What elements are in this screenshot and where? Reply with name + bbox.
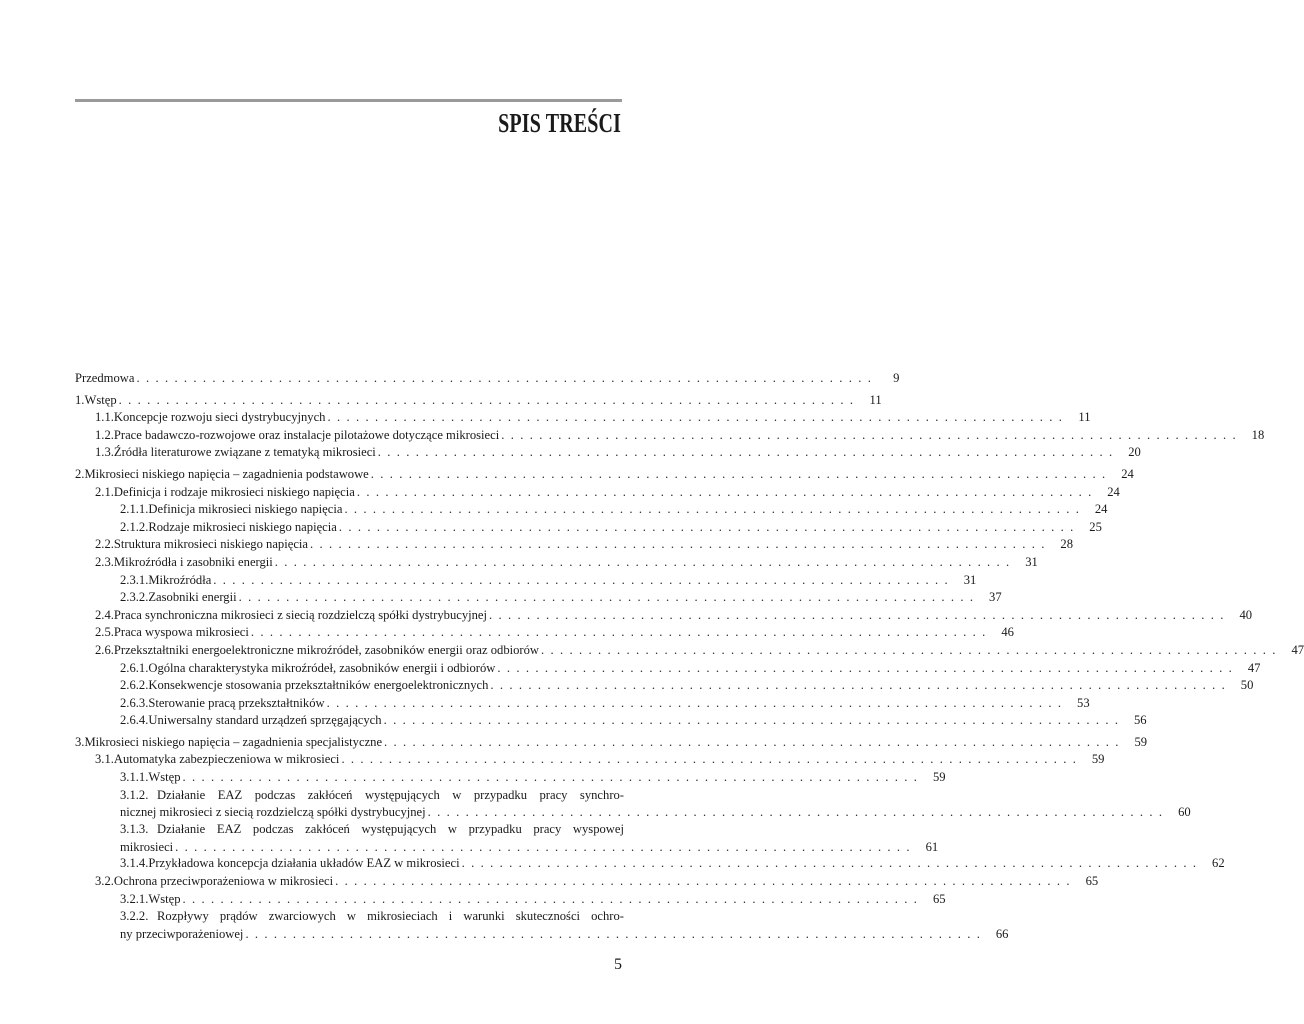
toc-number: 2.3. <box>95 554 114 569</box>
toc-page: 59 <box>1091 752 1105 767</box>
toc-title: Praca wyspowa mikrosieci <box>113 625 249 640</box>
toc-entry-s3-2-1[interactable] <box>75 891 946 909</box>
toc-page: 31 <box>963 572 977 587</box>
toc-number: 3.1.3. <box>120 822 149 837</box>
toc-page: 56 <box>1134 713 1147 728</box>
toc-entry-s2-3-2[interactable] <box>75 589 1002 607</box>
dot-leader: . . . . . . . . . . . . . . . . . . . . . . . . . . . . . . . . . . . . . . . . . . . . . . . . . . . . . . . . . . . . . . . . . . . . . . . . . . . . . . <box>384 734 1121 749</box>
toc-page: 18 <box>1251 427 1265 442</box>
toc-page: 50 <box>1240 678 1254 693</box>
dot-leader: . . . . . . . . . . . . . . . . . . . . . . . . . . . . . . . . . . . . . . . . . . . . . . . . . . . . . . . . . . . . . . . . . . . . . . . . . . . . . . <box>213 572 950 587</box>
toc-number: 2.1. <box>95 484 114 499</box>
toc-title: Definicja mikrosieci niskiego napięcia <box>148 502 343 517</box>
toc-number: 2.1.2. <box>120 519 149 534</box>
dot-leader: . . . . . . . . . . . . . . . . . . . . . . . . . . . . . . . . . . . . . . . . . . . . . . . . . . . . . . . . . . . . . . . . . . . . . . . . . . . . . . <box>383 713 1120 728</box>
toc-number: 1. <box>75 392 85 407</box>
dot-leader: . . . . . . . . . . . . . . . . . . . . . . . . . . . . . . . . . . . . . . . . . . . . . . . . . . . . . . . . . . . . . . . . . . . . . . . . . . . . . . <box>310 537 1047 552</box>
toc-title: Rodzaje mikrosieci niskiego napięcia <box>148 519 337 534</box>
toc-entry-s1-1[interactable] <box>75 409 1091 427</box>
toc-entry-s2-6-3[interactable] <box>75 695 1090 713</box>
toc-entry-s2-6[interactable] <box>75 642 1304 660</box>
toc-title: Mikroźródła <box>148 572 212 587</box>
toc-entry-s3-1-1[interactable] <box>75 769 946 787</box>
toc-title: Koncepcje rozwoju sieci dystrybucyjnych <box>113 410 326 425</box>
toc-page: 24 <box>1094 502 1108 517</box>
dot-leader: . . . . . . . . . . . . . . . . . . . . . . . . . . . . . . . . . . . . . . . . . . . . . . . . . . . . . . . . . . . . . . . . . . . . . . . . . . . . . . <box>245 926 982 941</box>
dot-leader: . . . . . . . . . . . . . . . . . . . . . . . . . . . . . . . . . . . . . . . . . . . . . . . . . . . . . . . . . . . . . . . . . . . . . . . . . . . . . . <box>182 770 919 785</box>
toc-title: Wstęp <box>84 392 117 407</box>
dot-leader: . . . . . . . . . . . . . . . . . . . . . . . . . . . . . . . . . . . . . . . . . . . . . . . . . . . . . . . . . . . . . . . . . . . . . . . . . . . . . . <box>175 839 912 854</box>
toc-entry-s1-2[interactable] <box>75 427 1265 445</box>
toc-page: 47 <box>1291 642 1304 657</box>
page-title: SPIS TREŚCI <box>498 108 621 138</box>
toc-title: Ochrona przeciwporażeniowa w mikrosieci <box>113 874 334 889</box>
toc-number: 2.4. <box>95 607 114 622</box>
toc-title: Działanie EAZ podczas zakłóceń występujących w przypadku pracy synchro- <box>157 787 624 802</box>
toc-page: 65 <box>1085 874 1099 889</box>
toc-page: 28 <box>1060 537 1074 552</box>
toc-number: 2.2. <box>95 537 114 552</box>
dot-leader: . . . . . . . . . . . . . . . . . . . . . . . . . . . . . . . . . . . . . . . . . . . . . . . . . . . . . . . . . . . . . . . . . . . . . . . . . . . . . . <box>497 660 1234 675</box>
toc-entry-s2-6-4[interactable] <box>75 712 1147 730</box>
toc-number: 3.1.2. <box>120 787 149 802</box>
toc-title: Praca synchroniczna mikrosieci z siecią rozdzielczą spółki dystrybucyjnej <box>113 607 488 622</box>
toc-number: 3. <box>75 734 85 749</box>
toc-page: 40 <box>1239 607 1253 622</box>
toc-title: Struktura mikrosieci niskiego napięcia <box>113 537 308 552</box>
toc-number: 1.3. <box>95 445 114 460</box>
toc-number: 2.5. <box>95 625 114 640</box>
dot-leader: . . . . . . . . . . . . . . . . . . . . . . . . . . . . . . . . . . . . . . . . . . . . . . . . . . . . . . . . . . . . . . . . . . . . . . . . . . . . . . <box>370 466 1107 481</box>
dot-leader: . . . . . . . . . . . . . . . . . . . . . . . . . . . . . . . . . . . . . . . . . . . . . . . . . . . . . . . . . . . . . . . . . . . . . . . . . . . . . . <box>377 445 1114 460</box>
dot-leader: . . . . . . . . . . . . . . . . . . . . . . . . . . . . . . . . . . . . . . . . . . . . . . . . . . . . . . . . . . . . . . . . . . . . . . . . . . . . . . <box>238 590 975 605</box>
dot-leader: . . . . . . . . . . . . . . . . . . . . . . . . . . . . . . . . . . . . . . . . . . . . . . . . . . . . . . . . . . . . . . . . . . . . . . . . . . . . . . <box>341 752 1078 767</box>
toc-title: Wstęp <box>148 891 181 906</box>
toc-title: Konsekwencje stosowania przekształtników energoelektronicznych <box>148 678 489 693</box>
toc-page: 11 <box>1078 410 1091 425</box>
dot-leader: . . . . . . . . . . . . . . . . . . . . . . . . . . . . . . . . . . . . . . . . . . . . . . . . . . . . . . . . . . . . . . . . . . . . . . . . . . . . . . <box>490 678 1227 693</box>
toc-page: 66 <box>995 926 1009 941</box>
toc-number: 3.2.2. <box>120 909 149 924</box>
toc-number: 2.3.2. <box>120 590 149 605</box>
toc-number: 2.6.1. <box>120 660 149 675</box>
toc-number: 1.2. <box>95 427 114 442</box>
toc-title-continued: ny przeciwporażeniowej <box>120 926 244 941</box>
toc-page: 37 <box>989 590 1002 605</box>
page-number: 5 <box>614 956 622 973</box>
toc-number: 3.1. <box>95 752 114 767</box>
toc-number: 2.6.2. <box>120 678 149 693</box>
header-rule <box>75 99 622 102</box>
toc-entry-s2-1-1[interactable] <box>75 501 1108 519</box>
toc-entry-s2-1[interactable] <box>75 484 1120 502</box>
toc-entry-s1-3[interactable] <box>75 444 1141 462</box>
toc-entry-s3[interactable] <box>75 734 1148 752</box>
toc-page: 60 <box>1178 805 1191 820</box>
toc-number: 2.6.3. <box>120 695 149 710</box>
toc-entry-s3-1-4[interactable] <box>75 855 1225 873</box>
toc-entry-s3-1-3[interactable] <box>75 821 939 855</box>
toc-number: 2.6. <box>95 642 114 657</box>
dot-leader: . . . . . . . . . . . . . . . . . . . . . . . . . . . . . . . . . . . . . . . . . . . . . . . . . . . . . . . . . . . . . . . . . . . . . . . . . . . . . . <box>541 642 1278 657</box>
toc-number: 2.3.1. <box>120 572 149 587</box>
dot-leader: . . . . . . . . . . . . . . . . . . . . . . . . . . . . . . . . . . . . . . . . . . . . . . . . . . . . . . . . . . . . . . . . . . . . . . . . . . . . . . <box>501 427 1238 442</box>
toc-title: Sterowanie pracą przekształtników <box>148 695 325 710</box>
toc-entry-s3-1-2[interactable] <box>75 787 1191 821</box>
toc-title: Zasobniki energii <box>148 590 237 605</box>
toc-page: 20 <box>1128 445 1141 460</box>
toc-entry-s1[interactable] <box>75 392 882 410</box>
toc-title-continued: nicznej mikrosieci z siecią rozdzielczą spółki dystrybucyjnej <box>120 805 426 820</box>
toc-entry-s2-2[interactable] <box>75 536 1074 554</box>
toc-entry-s3-2-2[interactable] <box>75 908 1009 942</box>
dot-leader: . . . . . . . . . . . . . . . . . . . . . . . . . . . . . . . . . . . . . . . . . . . . . . . . . . . . . . . . . . . . . . . . . . . . . . . . . . . . . . <box>327 410 1064 425</box>
toc-title: Przykładowa koncepcja działania układów EAZ w mikrosieci <box>148 856 460 871</box>
toc-title: Źródła literaturowe związane z tematyką mikrosieci <box>113 445 376 460</box>
toc-title: Mikroźródła i zasobniki energii <box>113 554 273 569</box>
toc-entry-s2-6-2[interactable] <box>75 677 1254 695</box>
dot-leader: . . . . . . . . . . . . . . . . . . . . . . . . . . . . . . . . . . . . . . . . . . . . . . . . . . . . . . . . . . . . . . . . . . . . . . . . . . . . . . <box>461 856 1198 871</box>
dot-leader: . . . . . . . . . . . . . . . . . . . . . . . . . . . . . . . . . . . . . . . . . . . . . . . . . . . . . . . . . . . . . . . . . . . . . . . . . . . . . . <box>326 695 1063 710</box>
dot-leader: . . . . . . . . . . . . . . . . . . . . . . . . . . . . . . . . . . . . . . . . . . . . . . . . . . . . . . . . . . . . . . . . . . . . . . . . . . . . . . <box>427 805 1164 820</box>
toc-number: 3.1.4. <box>120 856 149 871</box>
toc-page: 59 <box>1134 734 1148 749</box>
toc-entry-s3-2[interactable] <box>75 873 1099 891</box>
toc-title: Rozpływy prądów zwarciowych w mikrosieciach i warunki skuteczności ochro- <box>157 909 624 924</box>
toc-page: 11 <box>869 392 882 407</box>
dot-leader: . . . . . . . . . . . . . . . . . . . . . . . . . . . . . . . . . . . . . . . . . . . . . . . . . . . . . . . . . . . . . . . . . . . . . . . . . . . . . . <box>489 607 1226 622</box>
toc-entry-s2-4[interactable] <box>75 607 1253 625</box>
toc-page: 25 <box>1089 519 1102 534</box>
toc-number: 2.1.1. <box>120 502 149 517</box>
toc-title: Przedmowa <box>75 371 135 385</box>
toc-number: 3.2.1. <box>120 891 149 906</box>
toc-page: 9 <box>893 371 900 385</box>
dot-leader: . . . . . . . . . . . . . . . . . . . . . . . . . . . . . . . . . . . . . . . . . . . . . . . . . . . . . . . . . . . . . . . . . . . . . . . . . . . . . . <box>136 371 873 385</box>
dot-leader: . . . . . . . . . . . . . . . . . . . . . . . . . . . . . . . . . . . . . . . . . . . . . . . . . . . . . . . . . . . . . . . . . . . . . . . . . . . . . . <box>274 554 1011 569</box>
table-of-contents <box>75 370 1304 943</box>
dot-leader: . . . . . . . . . . . . . . . . . . . . . . . . . . . . . . . . . . . . . . . . . . . . . . . . . . . . . . . . . . . . . . . . . . . . . . . . . . . . . . <box>335 874 1072 889</box>
toc-page: 31 <box>1025 554 1038 569</box>
toc-title: Wstęp <box>148 770 181 785</box>
toc-number: 2. <box>75 466 85 481</box>
toc-title: Działanie EAZ podczas zakłóceń występujących w przypadku pracy wyspowej <box>157 822 624 837</box>
toc-entry-s2-6-1[interactable] <box>75 660 1261 678</box>
toc-title: Definicja i rodzaje mikrosieci niskiego napięcia <box>113 484 355 499</box>
toc-entry-s2-1-2[interactable] <box>75 519 1102 537</box>
toc-page: 24 <box>1121 466 1134 481</box>
toc-number: 3.1.1. <box>120 770 149 785</box>
toc-page: 61 <box>925 839 939 854</box>
toc-entry-s3-1[interactable] <box>75 751 1105 769</box>
toc-entry-s2[interactable] <box>75 466 1134 484</box>
toc-page: 62 <box>1212 856 1225 871</box>
toc-title: Uniwersalny standard urządzeń sprzęgających <box>148 713 382 728</box>
toc-title: Prace badawczo-rozwojowe oraz instalacje pilotażowe dotyczące mikrosieci <box>113 427 500 442</box>
dot-leader: . . . . . . . . . . . . . . . . . . . . . . . . . . . . . . . . . . . . . . . . . . . . . . . . . . . . . . . . . . . . . . . . . . . . . . . . . . . . . . <box>250 625 987 640</box>
toc-number: 1.1. <box>95 410 114 425</box>
toc-title: Przekształtniki energoelektroniczne mikroźródeł, zasobników energii oraz odbiorów <box>113 642 540 657</box>
toc-page: 46 <box>1001 625 1014 640</box>
dot-leader: . . . . . . . . . . . . . . . . . . . . . . . . . . . . . . . . . . . . . . . . . . . . . . . . . . . . . . . . . . . . . . . . . . . . . . . . . . . . . . <box>182 891 919 906</box>
toc-page: 24 <box>1107 484 1120 499</box>
toc-title: Mikrosieci niskiego napięcia – zagadnienia specjalistyczne <box>84 734 383 749</box>
toc-title-continued: mikrosieci <box>120 839 174 854</box>
toc-title: Automatyka zabezpieczeniowa w mikrosieci <box>113 752 340 767</box>
dot-leader: . . . . . . . . . . . . . . . . . . . . . . . . . . . . . . . . . . . . . . . . . . . . . . . . . . . . . . . . . . . . . . . . . . . . . . . . . . . . . . <box>356 484 1093 499</box>
dot-leader: . . . . . . . . . . . . . . . . . . . . . . . . . . . . . . . . . . . . . . . . . . . . . . . . . . . . . . . . . . . . . . . . . . . . . . . . . . . . . . <box>338 519 1075 534</box>
toc-title: Mikrosieci niskiego napięcia – zagadnienia podstawowe <box>84 466 369 481</box>
dot-leader: . . . . . . . . . . . . . . . . . . . . . . . . . . . . . . . . . . . . . . . . . . . . . . . . . . . . . . . . . . . . . . . . . . . . . . . . . . . . . . <box>118 392 855 407</box>
toc-entry-przedmowa[interactable] <box>75 370 900 388</box>
toc-page: 53 <box>1077 695 1090 710</box>
toc-title: Ogólna charakterystyka mikroźródeł, zasobników energii i odbiorów <box>148 660 496 675</box>
toc-page: 65 <box>932 891 946 906</box>
toc-number: 2.6.4. <box>120 713 149 728</box>
toc-number: 3.2. <box>95 874 114 889</box>
dot-leader: . . . . . . . . . . . . . . . . . . . . . . . . . . . . . . . . . . . . . . . . . . . . . . . . . . . . . . . . . . . . . . . . . . . . . . . . . . . . . . <box>344 502 1081 517</box>
toc-entry-s2-3[interactable] <box>75 554 1038 572</box>
toc-page: 47 <box>1247 660 1261 675</box>
toc-entry-s2-5[interactable] <box>75 624 1014 642</box>
toc-page: 59 <box>932 770 946 785</box>
toc-entry-s2-3-1[interactable] <box>75 572 977 590</box>
